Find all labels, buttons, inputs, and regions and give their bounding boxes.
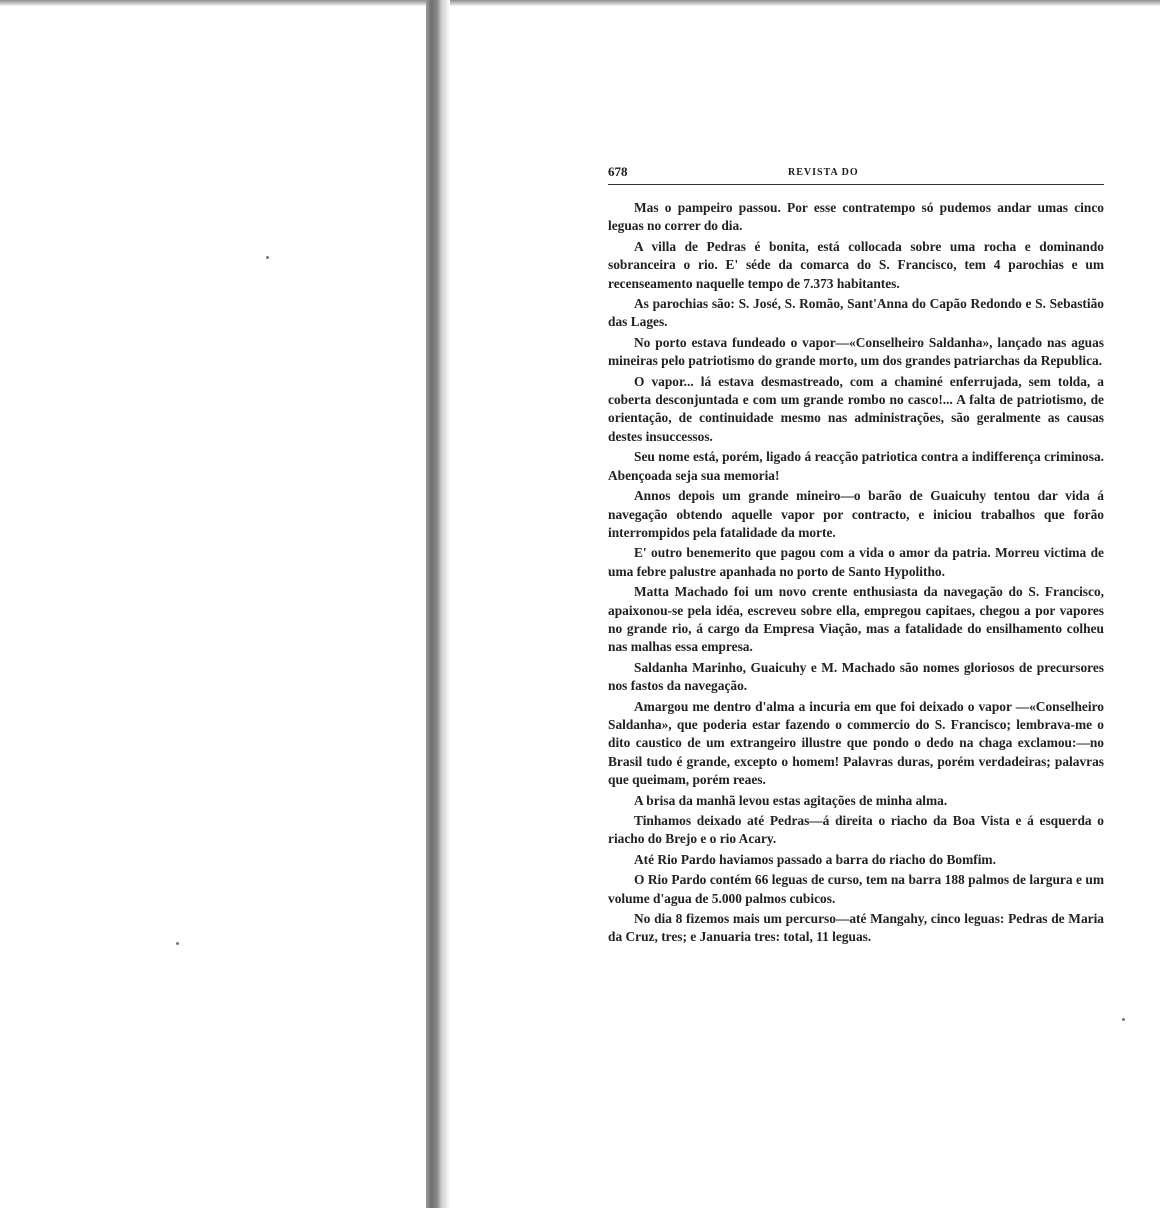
body-text	[608, 199, 1104, 947]
book-page	[608, 162, 1104, 949]
paragraph: Saldanha Marinho, Guaicuhy e M. Machado são nomes gloriosos de precursores nos fastos da navegação.	[608, 659, 1104, 694]
paragraph: A brisa da manhã levou estas agitações de minha alma.	[634, 792, 948, 808]
paragraph: Annos depois um grande mineiro—o barão de Guaicuhy tentou dar vida á navegação obtendo aquelle vapor por contracto, e iniciou trabalhos que forão interrompidos pela fatalidade da morte.	[608, 488, 1104, 540]
page-number: 678	[608, 164, 628, 179]
paragraph: E' outro benemerito que pagou com a vida o amor da patria. Morreu victima de uma febre palustre apanhada no porto de Santo Hypolitho.	[608, 545, 1104, 579]
gutter-shadow	[442, 0, 450, 1208]
paragraph: A villa de Pedras é bonita, está collocada sobre uma rocha e dominando sobranceira o rio. E' séde da comarca do S. Francisco, tem 4 parochias e um recenseamento naquelle tempo de 7.373 habitantes.	[608, 238, 1104, 291]
paragraph: As parochias são: S. José, S. Romão, Sant'Anna do Capão Redondo e S. Sebastião das Lages.	[608, 296, 1104, 330]
scan-speck	[176, 942, 179, 945]
paragraph: No dia 8 fizemos mais um percurso—até Mangahy, cinco leguas: Pedras de Maria da Cruz, tres; e Januaria tres: total, 11 leguas.	[608, 911, 1104, 945]
scan-top-edge	[0, 0, 1160, 6]
paragraph: O vapor... lá estava desmastreado, com a chaminé enferrujada, sem tolda, a coberta desconjuntada e com um grande rombo no casco!... A falta de patriotismo, de orientação, de continuidade mesmo nas administrações, são geralmente as causas destes insuccessos.	[608, 373, 1104, 444]
scan-speck	[1122, 1018, 1125, 1021]
paragraph: No porto estava fundeado o vapor—«Conselheiro Saldanha», lançado nas aguas mineiras pelo patriotismo do grande morto, um dos grandes patriarchas da Republica.	[608, 334, 1104, 369]
paragraph: Matta Machado foi um novo crente enthusiasta da navegação do S. Francisco, apaixonou-se pela idéa, escreveu sobre ella, empregou capitaes, chegou a por vapores no grande rio, á cargo da Empresa Viação, mas a fatalidade do ensilhamento colheu nas malhas essa empresa.	[608, 584, 1104, 655]
paragraph: Amargou me dentro d'alma a incuria em que foi deixado o vapor —«Conselheiro Saldanha», que poderia estar fazendo o commercio do S. Francisco; lembrava-me o dito caustico de um extrangeiro illustre que pondo o dedo na chaga exclamou:—no Brasil tudo é grande, excepto o homem! Palavras duras, porém verdadeiras; palavras que queimam, porém reaes.	[608, 698, 1104, 788]
paragraph: Tinhamos deixado até Pedras—á direita o riacho da Boa Vista e á esquerda o riacho do Brejo e o rio Acary.	[608, 813, 1104, 847]
running-head-title: REVISTA DO	[788, 167, 859, 178]
running-head	[608, 162, 1104, 185]
paragraph: Seu nome está, porém, ligado á reacção patriotica contra a indifferença criminosa. Abençoada seja sua memoria!	[608, 449, 1104, 483]
paragraph: O Rio Pardo contém 66 leguas de curso, tem na barra 188 palmos de largura e um volume d'agua de 5.000 palmos cubicos.	[608, 872, 1104, 906]
scan-speck	[266, 256, 269, 259]
book-binding-gutter	[426, 0, 442, 1208]
paragraph: Até Rio Pardo haviamos passado a barra do riacho do Bomfim.	[634, 851, 996, 867]
paragraph: Mas o pampeiro passou. Por esse contratempo só pudemos andar umas cinco leguas no correr do dia.	[608, 200, 1104, 234]
